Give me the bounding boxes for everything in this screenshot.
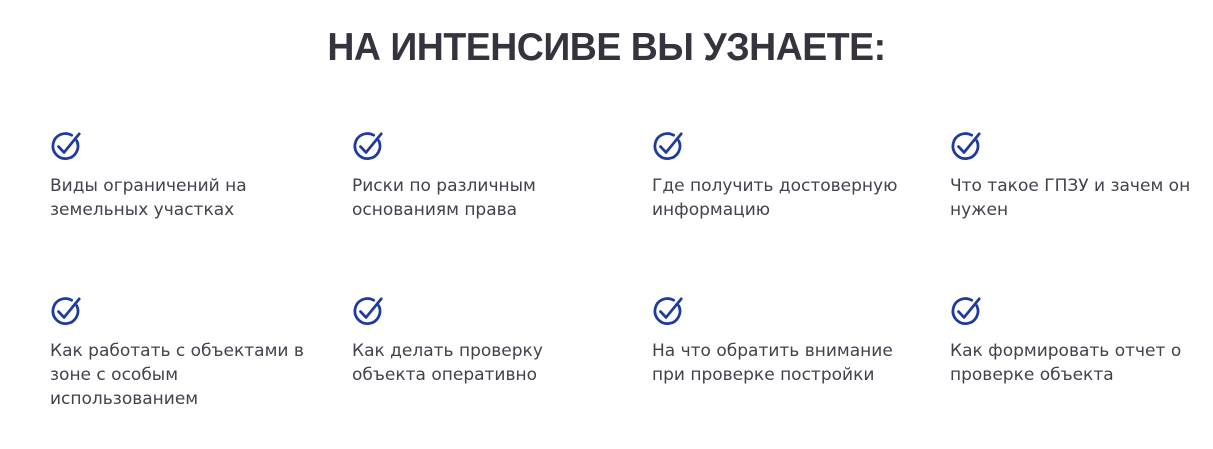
check-circle-icon <box>50 128 84 162</box>
check-circle-icon <box>352 293 386 327</box>
check-circle-icon <box>50 293 84 327</box>
benefit-item-label: На что обратить внимание при проверке постройки <box>652 341 893 385</box>
benefit-item <box>50 128 352 222</box>
benefits-grid <box>50 128 1203 411</box>
benefit-item-label: Виды ограничений на земельных участках <box>50 176 247 220</box>
section-title: НА ИНТЕНСИВЕ ВЫ УЗНАЕТЕ: <box>327 26 886 69</box>
benefit-item <box>352 128 652 222</box>
benefit-item <box>950 293 1203 411</box>
intensive-benefits-section <box>0 27 1213 449</box>
benefit-item-label: Как формировать отчет о проверке объекта <box>950 341 1182 385</box>
benefit-item-label: Где получить достоверную информацию <box>652 176 898 220</box>
benefit-item <box>652 128 950 222</box>
benefit-item-label: Что такое ГПЗУ и зачем он нужен <box>950 176 1191 220</box>
benefit-item <box>50 293 352 411</box>
check-circle-icon <box>352 128 386 162</box>
benefit-item-label: Как работать с объектами в зоне с особым использованием <box>50 341 304 409</box>
benefit-item-label: Как делать проверку объекта оперативно <box>352 341 543 385</box>
benefit-item <box>950 128 1203 222</box>
check-circle-icon <box>950 293 984 327</box>
benefit-item <box>652 293 950 411</box>
check-circle-icon <box>652 128 686 162</box>
benefit-item <box>352 293 652 411</box>
benefit-item-label: Риски по различным основаниям права <box>352 176 536 220</box>
check-circle-icon <box>652 293 686 327</box>
check-circle-icon <box>950 128 984 162</box>
